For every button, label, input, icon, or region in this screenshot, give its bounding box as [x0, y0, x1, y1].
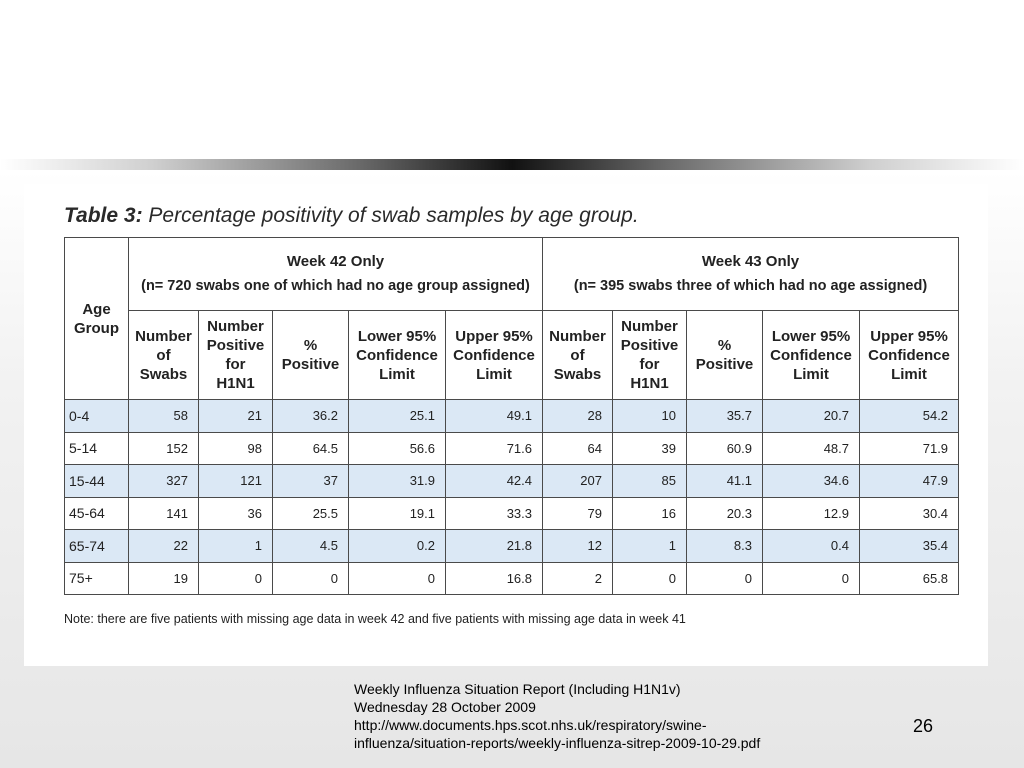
age-cell: 65-74 — [65, 530, 129, 563]
col-header-positive — [199, 311, 273, 400]
age-cell: 15-44 — [65, 465, 129, 498]
col-header-upper — [860, 311, 959, 400]
gradient-divider — [0, 159, 1024, 170]
value-cell: 36.2 — [273, 400, 349, 433]
header-line: Positive — [206, 337, 265, 354]
col-header-percent — [687, 311, 763, 400]
header-line: for — [225, 356, 246, 373]
value-cell: 0 — [763, 562, 860, 595]
header-line: Limit — [379, 365, 415, 383]
value-cell: 35.4 — [860, 530, 959, 563]
source-url-line: http://www.documents.hps.scot.nhs.uk/respiratory/swine- — [354, 717, 707, 733]
header-line: Confidence — [453, 346, 535, 364]
table-note: Note: there are five patients with missing age data in week 42 and five patients with missing age data in week 41 — [64, 612, 686, 626]
value-cell: 0 — [613, 562, 687, 595]
value-cell: 207 — [543, 465, 613, 498]
age-cell: 75+ — [65, 562, 129, 595]
table-panel — [24, 184, 988, 666]
header-line: Positive — [620, 337, 679, 354]
value-cell: 64.5 — [273, 432, 349, 465]
value-cell: 0 — [199, 562, 273, 595]
header-line: Number — [549, 327, 606, 345]
value-cell: 21.8 — [446, 530, 543, 563]
value-cell: 54.2 — [860, 400, 959, 433]
value-cell: 0.2 — [349, 530, 446, 563]
value-cell: 85 — [613, 465, 687, 498]
value-cell: 12 — [543, 530, 613, 563]
week43-title: Week 43 Only — [701, 253, 800, 270]
table-row — [65, 465, 959, 498]
value-cell: 20.7 — [763, 400, 860, 433]
col-header-percent — [273, 311, 349, 400]
value-cell: 2 — [543, 562, 613, 595]
value-cell: 21 — [199, 400, 273, 433]
value-cell: 37 — [273, 465, 349, 498]
value-cell: 48.7 — [763, 432, 860, 465]
value-cell: 28 — [543, 400, 613, 433]
value-cell: 16.8 — [446, 562, 543, 595]
header-line: Upper 95% — [870, 327, 948, 345]
header-line: Confidence — [770, 346, 852, 364]
value-cell: 22 — [129, 530, 199, 563]
header-line: Positive — [281, 356, 340, 373]
table-row — [65, 432, 959, 465]
header-line: % — [717, 337, 732, 354]
week43-subtitle: (n= 395 swabs three of which had no age assigned) — [573, 278, 928, 294]
value-cell: 121 — [199, 465, 273, 498]
week42-title: Week 42 Only — [286, 253, 385, 270]
header-line: Limit — [793, 365, 829, 383]
value-cell: 58 — [129, 400, 199, 433]
value-cell: 141 — [129, 497, 199, 530]
value-cell: 0.4 — [763, 530, 860, 563]
value-cell: 327 — [129, 465, 199, 498]
value-cell: 49.1 — [446, 400, 543, 433]
table-row — [65, 530, 959, 563]
col-header-swabs — [129, 311, 199, 400]
table-caption — [64, 204, 639, 228]
value-cell: 65.8 — [860, 562, 959, 595]
value-cell: 0 — [273, 562, 349, 595]
value-cell: 79 — [543, 497, 613, 530]
value-cell: 60.9 — [687, 432, 763, 465]
header-line: Confidence — [868, 346, 950, 364]
header-line: Confidence — [356, 346, 438, 364]
value-cell: 34.6 — [763, 465, 860, 498]
value-cell: 42.4 — [446, 465, 543, 498]
value-cell: 64 — [543, 432, 613, 465]
value-cell: 8.3 — [687, 530, 763, 563]
col-header-upper — [446, 311, 543, 400]
value-cell: 71.9 — [860, 432, 959, 465]
table-row — [65, 400, 959, 433]
value-cell: 41.1 — [687, 465, 763, 498]
value-cell: 35.7 — [687, 400, 763, 433]
value-cell: 25.5 — [273, 497, 349, 530]
header-line: H1N1 — [216, 375, 255, 392]
table-row — [65, 497, 959, 530]
header-line: Number — [135, 327, 192, 345]
value-cell: 16 — [613, 497, 687, 530]
age-cell: 0-4 — [65, 400, 129, 433]
age-cell: 5-14 — [65, 432, 129, 465]
header-line: Lower 95% — [357, 327, 437, 345]
table-row — [65, 562, 959, 595]
value-cell: 98 — [199, 432, 273, 465]
header-line: Number — [207, 318, 264, 335]
week42-header — [129, 238, 543, 311]
header-line: Swabs — [553, 365, 602, 383]
value-cell: 152 — [129, 432, 199, 465]
value-cell: 20.3 — [687, 497, 763, 530]
header-line: Positive — [695, 356, 754, 373]
header-line: for — [639, 356, 660, 373]
header-line: of — [156, 346, 171, 364]
value-cell: 19.1 — [349, 497, 446, 530]
value-cell: 19 — [129, 562, 199, 595]
value-cell: 1 — [199, 530, 273, 563]
age-cell: 45-64 — [65, 497, 129, 530]
age-header-line: Age — [82, 300, 111, 318]
caption-lead: Table 3: — [64, 204, 143, 227]
page-number: 26 — [913, 716, 934, 736]
age-header-line: Group — [74, 319, 119, 337]
col-header-lower — [763, 311, 860, 400]
col-header-positive — [613, 311, 687, 400]
value-cell: 36 — [199, 497, 273, 530]
age-group-header — [65, 238, 129, 400]
value-cell: 30.4 — [860, 497, 959, 530]
value-cell: 39 — [613, 432, 687, 465]
value-cell: 56.6 — [349, 432, 446, 465]
header-line: Lower 95% — [771, 327, 851, 345]
value-cell: 25.1 — [349, 400, 446, 433]
value-cell: 31.9 — [349, 465, 446, 498]
source-line: Wednesday 28 October 2009 — [354, 699, 536, 715]
header-line: Upper 95% — [455, 327, 533, 345]
value-cell: 71.6 — [446, 432, 543, 465]
col-header-swabs — [543, 311, 613, 400]
week43-header — [543, 238, 959, 311]
value-cell: 4.5 — [273, 530, 349, 563]
value-cell: 0 — [349, 562, 446, 595]
header-line: of — [570, 346, 585, 364]
source-line: Weekly Influenza Situation Report (Including H1N1v) — [354, 681, 681, 697]
header-line: H1N1 — [630, 375, 669, 392]
value-cell: 12.9 — [763, 497, 860, 530]
week42-subtitle: (n= 720 swabs one of which had no age group assigned) — [141, 278, 530, 294]
value-cell: 10 — [613, 400, 687, 433]
header-line: Number — [621, 318, 678, 335]
source-url-line: influenza/situation-reports/weekly-influenza-sitrep-2009-10-29.pdf — [354, 735, 761, 751]
value-cell: 1 — [613, 530, 687, 563]
caption-text: Percentage positivity of swab samples by age group. — [148, 204, 639, 227]
header-line: % — [303, 337, 318, 354]
value-cell: 0 — [687, 562, 763, 595]
positivity-table — [64, 237, 959, 595]
header-line: Limit — [476, 365, 512, 383]
value-cell: 33.3 — [446, 497, 543, 530]
header-line: Limit — [891, 365, 927, 383]
col-header-lower — [349, 311, 446, 400]
source-citation — [354, 680, 760, 752]
value-cell: 47.9 — [860, 465, 959, 498]
header-line: Swabs — [139, 365, 188, 383]
